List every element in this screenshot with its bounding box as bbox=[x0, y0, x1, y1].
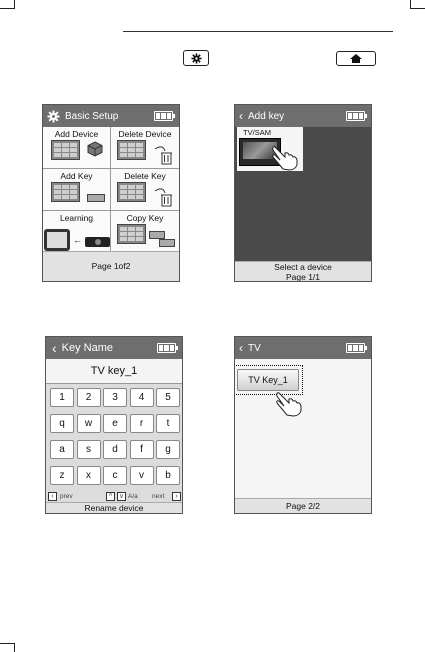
add-key-screen bbox=[234, 104, 372, 282]
hand-pointer-icon bbox=[275, 389, 305, 417]
key-z[interactable]: z bbox=[50, 466, 74, 485]
menu-add-device[interactable] bbox=[43, 127, 111, 169]
remote-icon bbox=[51, 140, 80, 160]
key-t[interactable]: t bbox=[156, 414, 180, 433]
next-label: next bbox=[152, 493, 165, 500]
case-toggle[interactable]: A/a bbox=[128, 493, 138, 500]
remote-icon bbox=[117, 140, 146, 160]
key-name-screen bbox=[45, 336, 183, 514]
basic-setup-screen bbox=[42, 104, 180, 282]
screen-title: Key Name bbox=[61, 342, 114, 354]
menu-label: Delete Key bbox=[124, 171, 166, 181]
key-icon bbox=[149, 231, 165, 239]
remote-icon bbox=[117, 224, 146, 244]
home-icon bbox=[350, 54, 362, 63]
prev-arrow-icon[interactable]: ‹ bbox=[48, 492, 57, 501]
prev-label: prev bbox=[60, 493, 73, 500]
key-w[interactable]: w bbox=[77, 414, 101, 433]
menu-add-key[interactable] bbox=[43, 169, 111, 211]
key-3[interactable]: 3 bbox=[103, 388, 127, 407]
remote-icon bbox=[51, 182, 80, 202]
up-arrow-icon[interactable]: ^ bbox=[106, 492, 115, 501]
down-arrow-icon[interactable]: v bbox=[117, 492, 126, 501]
device-label: TV/SAM bbox=[243, 128, 271, 137]
page-indicator: Page 1/1 bbox=[285, 272, 321, 282]
phone-icon bbox=[44, 229, 70, 251]
screen-footer bbox=[46, 502, 182, 513]
screen-header bbox=[235, 337, 371, 359]
hand-pointer-icon bbox=[271, 143, 301, 171]
device-tile[interactable] bbox=[237, 127, 303, 171]
menu-copy-key[interactable] bbox=[111, 211, 179, 253]
key-v[interactable]: v bbox=[130, 466, 154, 485]
key-2[interactable]: 2 bbox=[77, 388, 101, 407]
tv-screen bbox=[234, 336, 372, 514]
header-rule bbox=[123, 31, 393, 32]
next-arrow-icon[interactable]: › bbox=[172, 492, 181, 501]
input-value: TV key_1 bbox=[90, 365, 138, 377]
screen-header bbox=[43, 105, 179, 127]
home-button[interactable] bbox=[336, 51, 376, 66]
key-label: TV Key_1 bbox=[248, 375, 288, 385]
page-indicator: Page 2/2 bbox=[285, 501, 321, 511]
key-icon bbox=[159, 239, 175, 247]
key-5[interactable]: 5 bbox=[156, 388, 180, 407]
setup-button[interactable] bbox=[183, 50, 209, 66]
key-q[interactable]: q bbox=[50, 414, 74, 433]
gear-icon bbox=[47, 110, 60, 123]
tv-key-button[interactable] bbox=[237, 369, 299, 391]
screen-header bbox=[46, 337, 182, 359]
menu-label: Copy Key bbox=[126, 213, 164, 223]
key-1[interactable]: 1 bbox=[50, 388, 74, 407]
footer-label: Rename device bbox=[84, 503, 144, 513]
crop-mark bbox=[14, 0, 15, 9]
screen-title: TV bbox=[248, 342, 261, 354]
gear-icon bbox=[191, 53, 202, 64]
back-arrow-icon[interactable]: ‹ bbox=[239, 109, 243, 123]
key-4[interactable]: 4 bbox=[130, 388, 154, 407]
screen-footer bbox=[43, 251, 179, 281]
key-e[interactable]: e bbox=[103, 414, 127, 433]
screen-footer bbox=[235, 498, 371, 513]
box-icon bbox=[87, 141, 103, 157]
key-f[interactable]: f bbox=[130, 440, 154, 459]
menu-label: Add Device bbox=[54, 129, 99, 139]
menu-delete-key[interactable] bbox=[111, 169, 179, 211]
back-arrow-icon[interactable]: ‹ bbox=[52, 340, 57, 356]
key-x[interactable]: x bbox=[77, 466, 101, 485]
screen-title: Basic Setup bbox=[65, 110, 119, 122]
battery-icon bbox=[157, 343, 176, 353]
remote-icon bbox=[85, 237, 110, 247]
crop-mark bbox=[411, 8, 425, 9]
crop-mark bbox=[0, 643, 14, 644]
remote-icon bbox=[117, 182, 146, 202]
trash-icon bbox=[153, 145, 173, 165]
key-a[interactable]: a bbox=[50, 440, 74, 459]
key-s[interactable]: s bbox=[77, 440, 101, 459]
key-name-input[interactable] bbox=[46, 359, 182, 384]
menu-learning[interactable] bbox=[43, 211, 111, 253]
screen-title: Add key bbox=[248, 110, 285, 122]
crop-mark bbox=[14, 643, 15, 652]
key-d[interactable]: d bbox=[103, 440, 127, 459]
page-indicator: Page 1of2 bbox=[91, 261, 131, 271]
key-r[interactable]: r bbox=[130, 414, 154, 433]
menu-label: Learning bbox=[59, 213, 94, 223]
battery-icon bbox=[346, 111, 365, 121]
back-arrow-icon[interactable]: ‹ bbox=[239, 341, 243, 355]
key-c[interactable]: c bbox=[103, 466, 127, 485]
key-b[interactable]: b bbox=[156, 466, 180, 485]
arrow-left-icon: ← bbox=[73, 235, 82, 245]
trash-icon bbox=[153, 187, 173, 207]
battery-icon bbox=[154, 111, 173, 121]
key-icon bbox=[87, 194, 105, 202]
menu-label: Delete Device bbox=[118, 129, 172, 139]
footer-instruction: Select a device bbox=[274, 262, 332, 272]
key-g[interactable]: g bbox=[156, 440, 180, 459]
battery-icon bbox=[346, 343, 365, 353]
crop-mark bbox=[0, 8, 14, 9]
screen-header bbox=[235, 105, 371, 127]
crop-mark bbox=[410, 0, 411, 9]
menu-label: Add Key bbox=[60, 171, 93, 181]
keyboard-nav bbox=[46, 492, 182, 502]
menu-delete-device[interactable] bbox=[111, 127, 179, 169]
screen-footer bbox=[235, 261, 371, 281]
